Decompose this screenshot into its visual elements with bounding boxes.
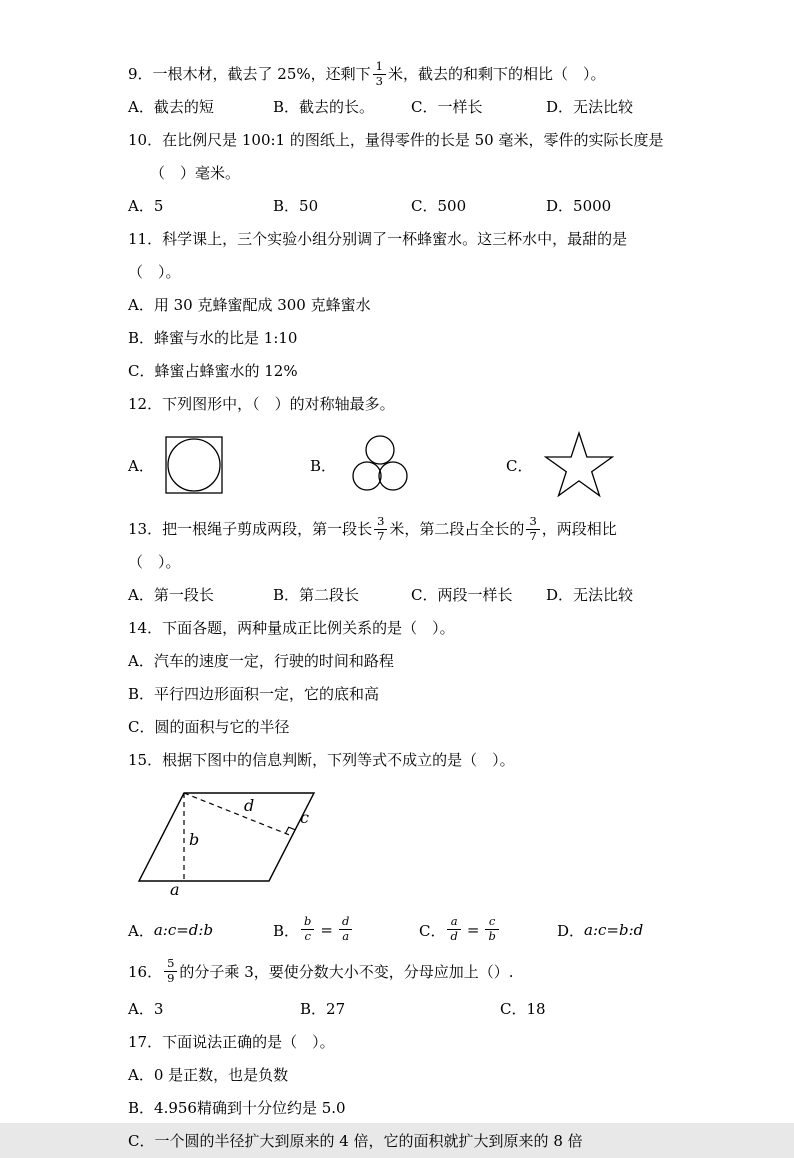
q12-label-b: B．: [310, 456, 337, 475]
q17-option-a: A．0 是正数，也是负数: [128, 1066, 289, 1084]
q15-option-d: D． a:c=b:d: [557, 921, 644, 940]
q16-stem-pre: 16．: [128, 962, 163, 981]
label-a: a: [170, 880, 180, 899]
question-13-stem: [128, 513, 668, 579]
q15-option-c: C． $\frac{a}{d}$ = $\frac{c}{b}$: [419, 916, 557, 943]
q13-option-a: A．第一段长: [128, 586, 214, 604]
question-10-stem-line2: （ ）毫米。: [150, 164, 241, 182]
q13-fraction-1: $\frac{3}{7}$: [374, 515, 387, 542]
q9-stem-post: 米，截去的和剩下的相比（ ）。: [387, 65, 606, 83]
q16-option-a: A．3: [128, 1000, 164, 1018]
question-14: [128, 612, 668, 744]
q10-option-b: B．50: [273, 197, 319, 215]
question-9-stem: [128, 58, 668, 91]
three-circles-figure: [346, 434, 414, 496]
q15-c-fraction-2: $\frac{c}{b}$: [485, 915, 498, 942]
q15-b-fraction-2: $\frac{d}{a}$: [339, 915, 352, 942]
q15-option-a: A． a:c=d:b: [128, 921, 214, 940]
q15-option-a-expression: a:c=d:b: [153, 921, 214, 939]
q12-label-a: A．: [128, 456, 154, 475]
q15-option-d-expression: a:c=b:d: [584, 921, 644, 939]
question-16: [128, 951, 668, 1026]
five-pointed-star-figure: [542, 429, 616, 501]
parallelogram-figure: [134, 781, 344, 899]
q15-c-fraction-1: $\frac{a}{d}$: [447, 915, 460, 942]
q9-option-a: A．截去的短: [128, 98, 214, 116]
question-16-stem: [128, 951, 668, 993]
q13-fraction-2: $\frac{3}{7}$: [526, 515, 539, 542]
equals-sign: =: [320, 921, 333, 939]
q11-option-b: B．蜂蜜与水的比是 1:10: [128, 329, 298, 347]
question-13-options: [128, 579, 668, 612]
question-12-figures: [128, 423, 668, 507]
q13-stem-post: ，两段相比（ ）。: [128, 520, 617, 571]
q13-stem-pre: 13．把一根绳子剪成两段，第一段长: [128, 520, 373, 538]
q13-option-d: D．无法比较: [546, 586, 634, 604]
q13-option-b: B．第二段长: [273, 586, 360, 604]
question-10: [128, 124, 668, 223]
q16-fraction: $\frac{5}{9}$: [164, 957, 177, 984]
question-10-stem-line1: 10．在比例尺是 100:1 的图纸上，量得零件的长是 50 毫米，零件的实际长度是: [128, 131, 664, 149]
question-15: [128, 744, 668, 951]
q14-option-a: A．汽车的速度一定，行驶的时间和路程: [128, 652, 394, 670]
q13-option-c: C．两段一样长: [411, 586, 513, 604]
q12-option-b: [310, 434, 506, 496]
q17-option-b: B．4.956精确到十分位约是 5.0: [128, 1099, 346, 1117]
q9-option-b: B．截去的长。: [273, 98, 375, 116]
q14-option-c: C．圆的面积与它的半径: [128, 718, 290, 736]
label-d: d: [244, 796, 255, 815]
q12-label-c: C．: [506, 456, 533, 475]
question-9: [128, 58, 668, 124]
q12-option-a: [128, 435, 310, 495]
q9-option-c: C．一样长: [411, 98, 483, 116]
label-b: b: [189, 830, 200, 849]
q15-option-b: B． $\frac{b}{c}$ = $\frac{d}{a}$: [273, 916, 419, 943]
square-with-inscribed-circle-figure: [164, 435, 224, 495]
q17-option-c: C．一个圆的半径扩大到原来的 4 倍，它的面积就扩大到原来的 8 倍: [128, 1132, 583, 1150]
q13-stem-mid: 米，第二段占全长的: [389, 520, 525, 538]
question-11-stem: 11．科学课上，三个实验小组分别调了一杯蜂蜜水。这三杯水中，最甜的是（ ）。: [128, 230, 628, 281]
q16-option-b: B．27: [300, 1000, 346, 1018]
q9-option-d: D．无法比较: [546, 98, 634, 116]
equals-sign: =: [466, 921, 480, 939]
question-12: [128, 388, 668, 507]
question-16-options: [128, 993, 668, 1026]
q9-fraction: $\frac{1}{3}$: [373, 60, 386, 87]
q10-option-d: D．5000: [546, 197, 612, 215]
question-14-stem: 14．下面各题，两种量成正比例关系的是（ ）。: [128, 619, 455, 637]
question-10-options: [128, 190, 668, 223]
q15-b-fraction-1: $\frac{b}{c}$: [301, 915, 314, 942]
question-12-stem: 12．下列图形中，（ ）的对称轴最多。: [128, 395, 395, 413]
q9-stem-pre: 9．一根木材，截去了 25%，还剩下: [128, 65, 371, 83]
question-9-options: [128, 91, 668, 124]
label-c: c: [300, 808, 309, 827]
question-15-options: [128, 909, 668, 951]
q16-stem-post: 的分子乘 3，要使分数大小不变，分母应加上（）.: [179, 962, 514, 981]
question-15-stem: 15．根据下图中的信息判断，下列等式不成立的是（ ）。: [128, 751, 515, 769]
question-11: [128, 223, 668, 388]
q10-option-c: C．500: [411, 197, 467, 215]
q11-option-a: A．用 30 克蜂蜜配成 300 克蜂蜜水: [128, 296, 371, 314]
q10-option-a: A．5: [128, 197, 164, 215]
question-17-stem: 17．下面说法正确的是（ ）。: [128, 1033, 335, 1051]
question-13: [128, 513, 668, 612]
question-15-diagram: [134, 781, 668, 899]
q11-option-c: C．蜂蜜占蜂蜜水的 12%: [128, 362, 298, 380]
q14-option-b: B．平行四边形面积一定，它的底和高: [128, 685, 380, 703]
q12-option-c: [506, 429, 668, 501]
question-17: [128, 1026, 668, 1158]
q16-option-c: C．18: [500, 1000, 546, 1018]
